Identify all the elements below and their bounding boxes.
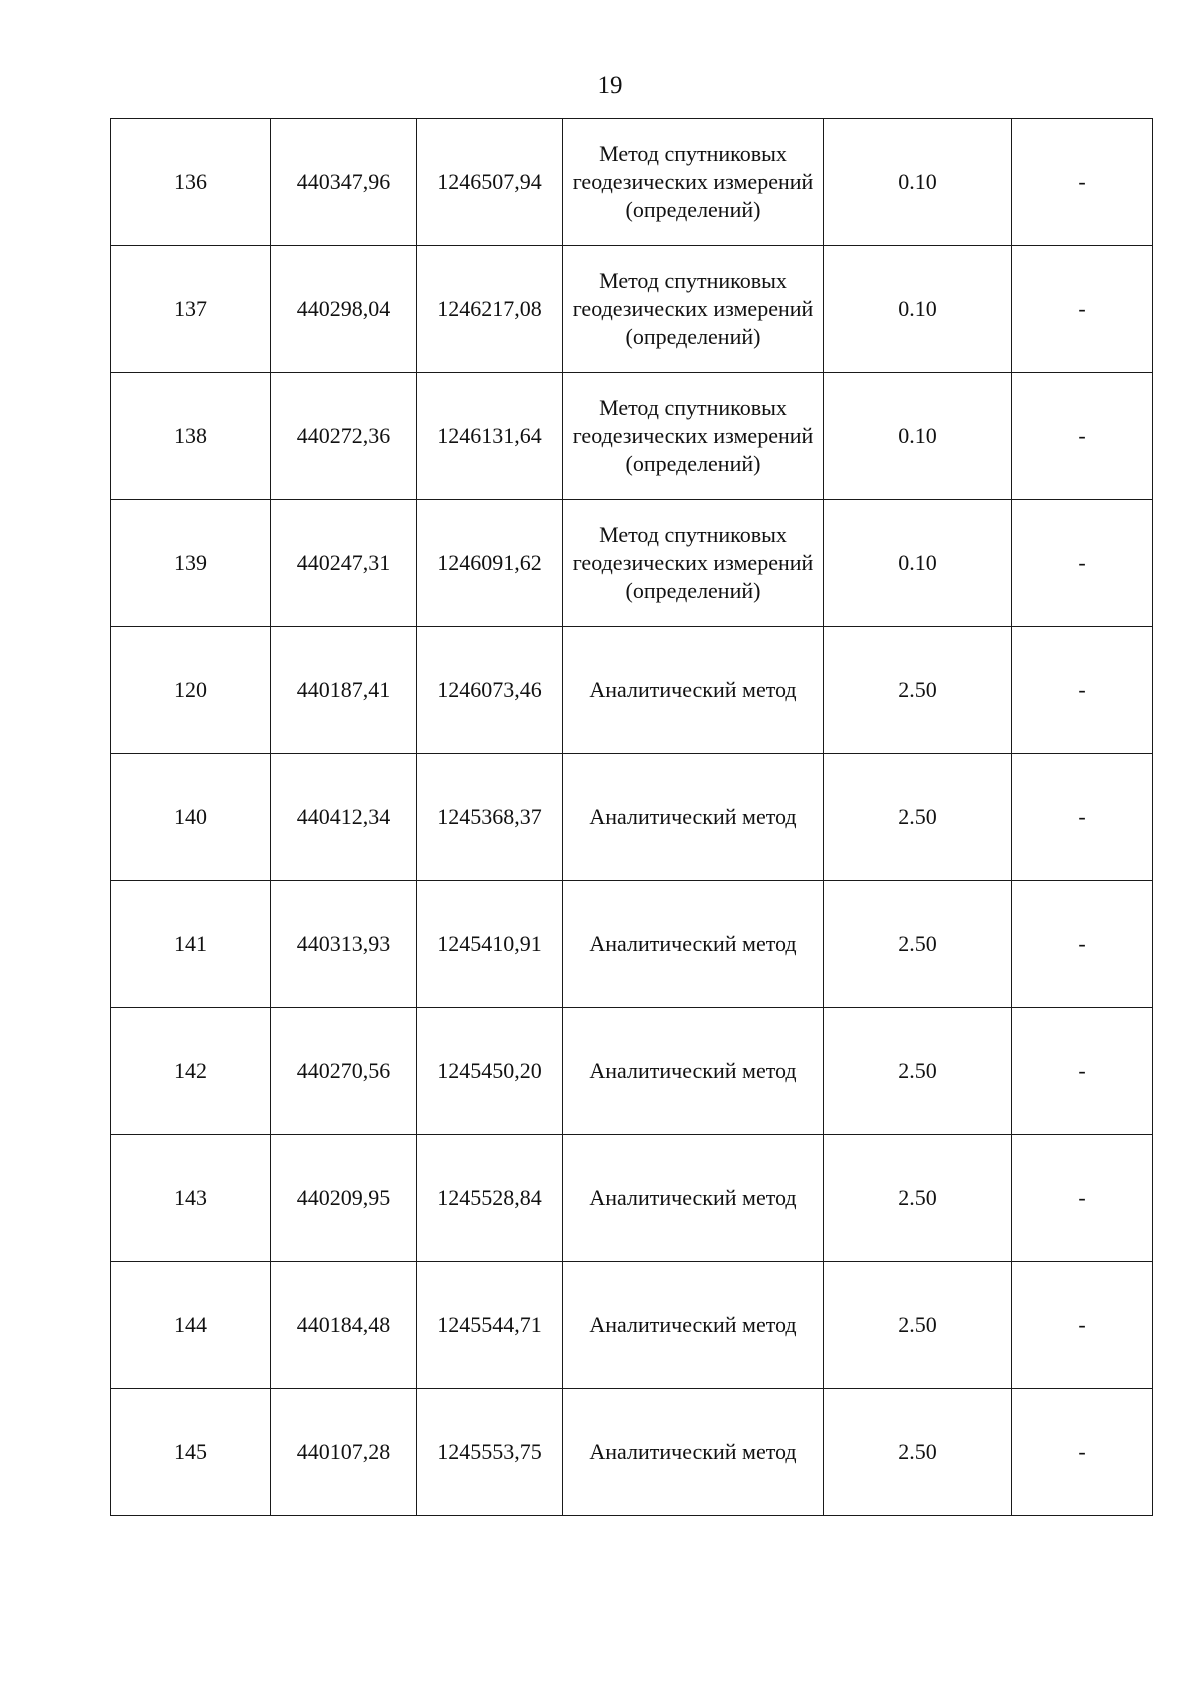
x-coordinate-cell: 440187,41	[271, 627, 417, 754]
note-cell: -	[1012, 1135, 1153, 1262]
table-row	[111, 1135, 1153, 1262]
table-row	[111, 119, 1153, 246]
accuracy-cell: 0.10	[824, 373, 1012, 500]
point-number-cell: 138	[111, 373, 271, 500]
note-cell: -	[1012, 373, 1153, 500]
table-row	[111, 1262, 1153, 1389]
method-cell: Метод спутниковых геодезических измерений (определений)	[563, 373, 824, 500]
accuracy-cell: 2.50	[824, 881, 1012, 1008]
y-coordinate-cell: 1245410,91	[417, 881, 563, 1008]
point-number-cell: 143	[111, 1135, 271, 1262]
accuracy-cell: 2.50	[824, 627, 1012, 754]
y-coordinate-cell: 1245553,75	[417, 1389, 563, 1516]
method-cell: Аналитический метод	[563, 1262, 824, 1389]
accuracy-cell: 2.50	[824, 1008, 1012, 1135]
method-cell: Аналитический метод	[563, 1008, 824, 1135]
method-cell: Метод спутниковых геодезических измерений (определений)	[563, 246, 824, 373]
method-cell: Аналитический метод	[563, 1389, 824, 1516]
y-coordinate-cell: 1246217,08	[417, 246, 563, 373]
point-number-cell: 144	[111, 1262, 271, 1389]
y-coordinate-cell: 1245544,71	[417, 1262, 563, 1389]
note-cell: -	[1012, 500, 1153, 627]
accuracy-cell: 2.50	[824, 754, 1012, 881]
table-row	[111, 627, 1153, 754]
x-coordinate-cell: 440412,34	[271, 754, 417, 881]
point-number-cell: 136	[111, 119, 271, 246]
point-number-cell: 145	[111, 1389, 271, 1516]
y-coordinate-cell: 1246091,62	[417, 500, 563, 627]
table-row	[111, 881, 1153, 1008]
point-number-cell: 137	[111, 246, 271, 373]
page-number: 19	[597, 72, 623, 99]
table-row	[111, 1389, 1153, 1516]
point-number-cell: 140	[111, 754, 271, 881]
x-coordinate-cell: 440298,04	[271, 246, 417, 373]
y-coordinate-cell: 1246507,94	[417, 119, 563, 246]
accuracy-cell: 2.50	[824, 1262, 1012, 1389]
point-number-cell: 120	[111, 627, 271, 754]
accuracy-cell: 0.10	[824, 500, 1012, 627]
accuracy-cell: 0.10	[824, 119, 1012, 246]
y-coordinate-cell: 1245368,37	[417, 754, 563, 881]
point-number-cell: 139	[111, 500, 271, 627]
x-coordinate-cell: 440184,48	[271, 1262, 417, 1389]
note-cell: -	[1012, 1262, 1153, 1389]
accuracy-cell: 2.50	[824, 1135, 1012, 1262]
method-cell: Аналитический метод	[563, 627, 824, 754]
y-coordinate-cell: 1246073,46	[417, 627, 563, 754]
table-row	[111, 373, 1153, 500]
x-coordinate-cell: 440347,96	[271, 119, 417, 246]
table-row	[111, 246, 1153, 373]
note-cell: -	[1012, 627, 1153, 754]
x-coordinate-cell: 440107,28	[271, 1389, 417, 1516]
x-coordinate-cell: 440247,31	[271, 500, 417, 627]
x-coordinate-cell: 440270,56	[271, 1008, 417, 1135]
y-coordinate-cell: 1245450,20	[417, 1008, 563, 1135]
note-cell: -	[1012, 754, 1153, 881]
note-cell: -	[1012, 1008, 1153, 1135]
x-coordinate-cell: 440313,93	[271, 881, 417, 1008]
x-coordinate-cell: 440209,95	[271, 1135, 417, 1262]
method-cell: Аналитический метод	[563, 1135, 824, 1262]
method-cell: Метод спутниковых геодезических измерений (определений)	[563, 500, 824, 627]
note-cell: -	[1012, 881, 1153, 1008]
note-cell: -	[1012, 119, 1153, 246]
y-coordinate-cell: 1245528,84	[417, 1135, 563, 1262]
accuracy-cell: 2.50	[824, 1389, 1012, 1516]
table-row	[111, 1008, 1153, 1135]
accuracy-cell: 0.10	[824, 246, 1012, 373]
table-row	[111, 754, 1153, 881]
method-cell: Аналитический метод	[563, 881, 824, 1008]
x-coordinate-cell: 440272,36	[271, 373, 417, 500]
method-cell: Аналитический метод	[563, 754, 824, 881]
y-coordinate-cell: 1246131,64	[417, 373, 563, 500]
coordinates-table-body	[111, 119, 1153, 1516]
note-cell: -	[1012, 1389, 1153, 1516]
note-cell: -	[1012, 246, 1153, 373]
point-number-cell: 141	[111, 881, 271, 1008]
point-number-cell: 142	[111, 1008, 271, 1135]
coordinates-table	[110, 118, 1153, 1516]
table-row	[111, 500, 1153, 627]
method-cell: Метод спутниковых геодезических измерений (определений)	[563, 119, 824, 246]
